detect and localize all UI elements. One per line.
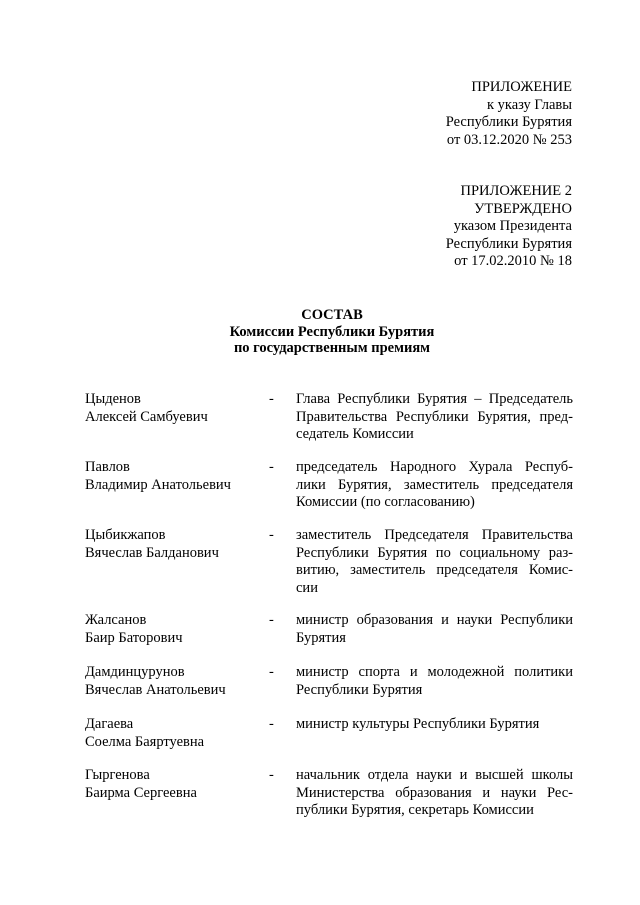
member-name bbox=[85, 767, 270, 802]
member-role-line: Комиссии (по согласованию) bbox=[296, 494, 475, 510]
member-dash: - bbox=[269, 527, 274, 543]
member-given-names: Баирма Сергеевна bbox=[85, 784, 197, 801]
document-title bbox=[0, 307, 640, 357]
member-surname: Павлов bbox=[85, 459, 130, 475]
approval-header-line: от 17.02.2010 № 18 bbox=[454, 253, 572, 269]
member-role-line: витию, заместитель председателя Комис- bbox=[296, 562, 573, 578]
member-given-names: Владимир Анатольевич bbox=[85, 476, 231, 493]
title-line: по государственным премиям bbox=[233, 340, 431, 356]
approval-header-line: Республики Бурятия bbox=[445, 235, 572, 252]
approval-header-line: указом Президента bbox=[453, 218, 572, 234]
member-role bbox=[296, 459, 573, 512]
member-role-line: Республики Бурятия bbox=[296, 681, 423, 698]
member-name bbox=[85, 612, 270, 647]
member-role-line: Министерства образования и науки Рес- bbox=[296, 784, 573, 801]
appendix-header-line: Республики Бурятия bbox=[445, 114, 572, 130]
member-role-line: председатель Народного Хурала Респуб- bbox=[296, 459, 573, 475]
member-role-line: Республики Бурятия по социальному раз- bbox=[296, 544, 573, 561]
appendix-header bbox=[446, 79, 572, 149]
member-role-line: Глава Республики Бурятия – Председатель bbox=[296, 391, 573, 407]
title-line: СОСТАВ bbox=[301, 307, 363, 323]
appendix-header-line: ПРИЛОЖЕНИЕ bbox=[471, 79, 572, 95]
member-role bbox=[296, 391, 573, 444]
member-dash: - bbox=[269, 612, 274, 628]
appendix-header-line: к указу Главы bbox=[486, 96, 572, 113]
member-given-names: Соелма Баяртуевна bbox=[85, 733, 205, 750]
member-dash: - bbox=[269, 767, 274, 783]
member-given-names: Баир Баторович bbox=[85, 629, 183, 646]
title-line: Комиссии Республики Бурятия bbox=[229, 323, 435, 340]
member-role bbox=[296, 527, 573, 597]
member-role bbox=[296, 767, 573, 820]
member-role bbox=[296, 664, 573, 699]
member-role-line: министр спорта и молодежной политики bbox=[296, 664, 573, 680]
member-role-line: сии bbox=[296, 579, 318, 596]
member-dash: - bbox=[269, 391, 274, 407]
member-surname: Дамдинцурунов bbox=[85, 664, 185, 680]
member-role-line: лики Бурятия, заместитель председателя bbox=[296, 476, 573, 493]
member-role-line: министр культуры Республики Бурятия bbox=[296, 716, 540, 732]
member-name bbox=[85, 459, 270, 494]
member-role bbox=[296, 612, 573, 647]
member-role-line: Правительства Республики Бурятия, пред- bbox=[296, 408, 573, 425]
appendix-header-line: от 03.12.2020 № 253 bbox=[446, 131, 572, 148]
member-given-names: Вячеслав Анатольевич bbox=[85, 681, 226, 698]
member-surname: Цыбикжапов bbox=[85, 527, 166, 543]
member-dash: - bbox=[269, 664, 274, 680]
member-name bbox=[85, 391, 270, 426]
member-name bbox=[85, 664, 270, 699]
member-role-line: начальник отдела науки и высшей школы bbox=[296, 767, 573, 783]
member-role-line: заместитель Председателя Правительства bbox=[296, 527, 573, 543]
member-given-names: Алексей Самбуевич bbox=[85, 408, 208, 425]
member-role bbox=[296, 716, 573, 734]
member-surname: Гыргенова bbox=[85, 767, 150, 783]
approval-header bbox=[446, 183, 572, 271]
member-name bbox=[85, 527, 270, 562]
member-role-line: министр образования и науки Республики bbox=[296, 612, 573, 628]
member-role-line: публики Бурятия, секретарь Комиссии bbox=[296, 802, 534, 818]
member-surname: Жалсанов bbox=[85, 612, 147, 628]
approval-header-line: ПРИЛОЖЕНИЕ 2 bbox=[460, 183, 572, 199]
approval-header-line: УТВЕРЖДЕНО bbox=[474, 200, 572, 217]
member-given-names: Вячеслав Балданович bbox=[85, 544, 219, 561]
member-role-line: седатель Комиссии bbox=[296, 426, 414, 442]
member-surname: Дагаева bbox=[85, 716, 134, 732]
member-dash: - bbox=[269, 716, 274, 732]
member-role-line: Бурятия bbox=[296, 629, 346, 646]
member-surname: Цыденов bbox=[85, 391, 141, 407]
member-name bbox=[85, 716, 270, 751]
member-dash: - bbox=[269, 459, 274, 475]
